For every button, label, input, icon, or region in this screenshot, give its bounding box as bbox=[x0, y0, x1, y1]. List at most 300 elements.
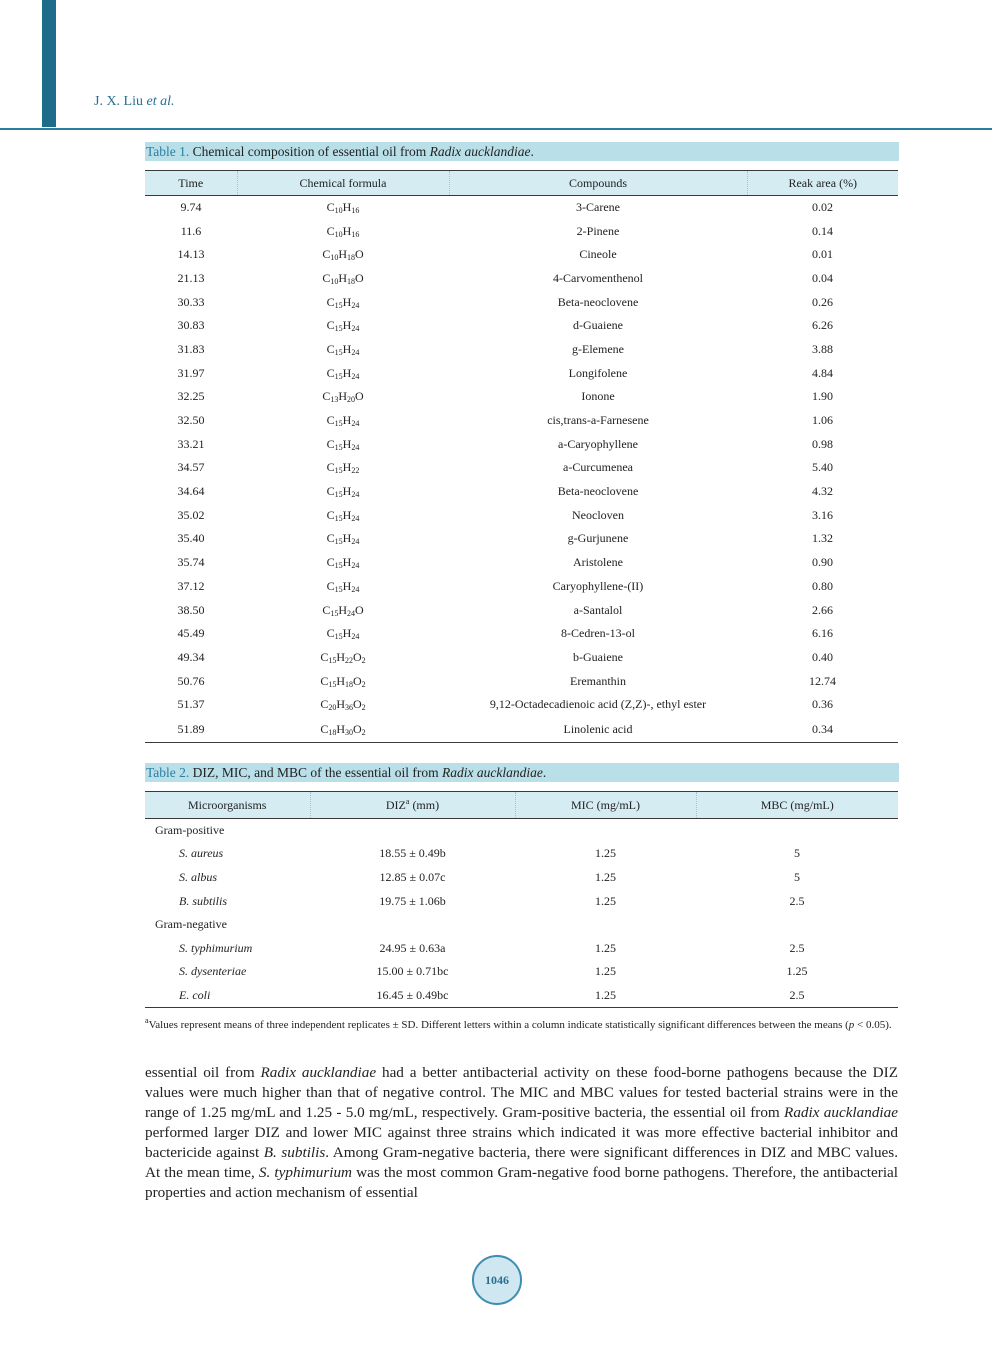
formula-cell bbox=[237, 693, 449, 717]
compound-cell: cis,trans-a-Farnesene bbox=[547, 413, 649, 428]
compound-cell: a-Santalol bbox=[573, 602, 623, 617]
area-cell: 4.84 bbox=[812, 365, 833, 380]
compound-cell: a-Caryophyllene bbox=[558, 436, 638, 451]
formula-subscript: 18 bbox=[347, 253, 355, 263]
table1-row bbox=[145, 432, 898, 456]
formula-element: H bbox=[342, 460, 352, 475]
time-cell: 51.37 bbox=[177, 697, 205, 712]
formula-cell bbox=[237, 503, 449, 527]
time-cell: 35.40 bbox=[177, 531, 205, 546]
organism-cell: S. albus bbox=[179, 869, 218, 884]
table2-row bbox=[145, 960, 898, 984]
table1-row bbox=[145, 456, 898, 480]
formula-cell bbox=[237, 290, 449, 314]
mbc-cell: 1.25 bbox=[786, 964, 808, 979]
table1-row bbox=[145, 646, 898, 670]
formula-element: H bbox=[342, 318, 352, 333]
table1-row bbox=[145, 361, 898, 385]
compound-cell: Eremanthin bbox=[570, 673, 626, 688]
diz-cell: 19.75 ± 1.06b bbox=[379, 893, 446, 908]
body-paragraph bbox=[145, 1063, 898, 1203]
diz-cell: 12.85 ± 0.07c bbox=[379, 869, 446, 884]
formula-cell bbox=[237, 338, 449, 362]
formula-element: O bbox=[355, 247, 364, 262]
formula-element: O bbox=[353, 649, 362, 664]
table2-body bbox=[145, 819, 898, 1008]
formula-element: C bbox=[322, 389, 331, 404]
table1-row bbox=[145, 385, 898, 409]
table2-header-row bbox=[145, 792, 898, 819]
area-cell: 0.80 bbox=[812, 578, 833, 593]
area-cell: 1.06 bbox=[812, 413, 833, 428]
formula-subscript: 22 bbox=[351, 466, 360, 476]
formula-element: C bbox=[326, 223, 335, 238]
diz-cell: 24.95 ± 0.63a bbox=[379, 940, 446, 955]
body-text-segment: essential oil from bbox=[145, 1064, 261, 1081]
table1-row bbox=[145, 480, 898, 504]
formula-subscript: 10 bbox=[330, 276, 339, 286]
formula-element: H bbox=[342, 531, 352, 546]
compound-cell: Linolenic acid bbox=[563, 721, 633, 736]
table2-footnote bbox=[145, 1013, 898, 1033]
formula-cell bbox=[237, 717, 449, 743]
formula-element: H bbox=[336, 721, 345, 736]
table2-group-row bbox=[145, 913, 898, 937]
organism-cell: S. typhimurium bbox=[179, 940, 253, 955]
formula-element: H bbox=[342, 294, 352, 309]
mic-cell: 1.25 bbox=[595, 940, 616, 955]
formula-element: H bbox=[338, 602, 347, 617]
formula-cell bbox=[237, 575, 449, 599]
compound-cell: d-Guaiene bbox=[573, 318, 623, 333]
table2-caption-label: Table 2. bbox=[146, 765, 190, 780]
body-italic-term: Radix aucklandiae bbox=[260, 1064, 377, 1081]
area-cell: 4.32 bbox=[812, 484, 833, 499]
organism-cell: E. coli bbox=[179, 987, 211, 1002]
formula-subscript: 2 bbox=[361, 703, 366, 713]
compound-cell: Cineole bbox=[579, 247, 617, 262]
table1-row bbox=[145, 717, 898, 743]
group-label: Gram-positive bbox=[155, 823, 225, 838]
formula-subscript: 15 bbox=[328, 679, 337, 689]
mic-cell: 1.25 bbox=[595, 869, 616, 884]
table1-row bbox=[145, 669, 898, 693]
formula-subscript: 24 bbox=[351, 371, 360, 381]
body-text-segment: was the most common Gram-negative food borne pathogens. Therefore, the antibacterial properties and action mechanism of essential bbox=[145, 1164, 899, 1201]
compound-cell: 3-Carene bbox=[576, 200, 620, 215]
time-cell: 34.57 bbox=[177, 460, 205, 475]
formula-subscript: 15 bbox=[334, 584, 343, 594]
table1-row bbox=[145, 598, 898, 622]
area-cell: 0.40 bbox=[812, 649, 833, 664]
table2-col-mbc: MBC (mg/mL) bbox=[696, 792, 898, 819]
formula-cell bbox=[237, 314, 449, 338]
table1-row bbox=[145, 267, 898, 291]
formula-subscript: 24 bbox=[347, 608, 355, 618]
formula-subscript: 15 bbox=[330, 608, 339, 618]
formula-subscript: 36 bbox=[345, 703, 353, 713]
time-cell: 38.50 bbox=[177, 602, 205, 617]
table2-caption-text: DIZ, MIC, and MBC of the essential oil from bbox=[192, 765, 439, 780]
formula-element: H bbox=[342, 555, 352, 570]
formula-element: C bbox=[322, 602, 331, 617]
body-text-segment: performed larger DIZ and lower MIC against three strains which indicated it was more effective bacterial inhibitor and bactericide against bbox=[145, 1124, 898, 1161]
time-cell: 35.74 bbox=[177, 555, 205, 570]
area-cell: 0.04 bbox=[812, 270, 833, 285]
compound-cell: g-Elemene bbox=[572, 341, 624, 356]
formula-element: H bbox=[342, 507, 352, 522]
table2-row bbox=[145, 984, 898, 1008]
formula-element: C bbox=[326, 413, 335, 428]
time-cell: 34.64 bbox=[177, 484, 205, 499]
area-cell: 0.90 bbox=[812, 555, 833, 570]
mbc-cell: 5 bbox=[794, 846, 800, 861]
formula-subscript: 16 bbox=[351, 229, 360, 239]
formula-subscript: 24 bbox=[351, 419, 360, 429]
table2-col-mic: MIC (mg/mL) bbox=[515, 792, 696, 819]
time-cell: 45.49 bbox=[177, 626, 205, 641]
formula-cell bbox=[237, 361, 449, 385]
formula-subscript: 15 bbox=[334, 442, 343, 452]
table2-caption-species: Radix aucklandiae bbox=[442, 765, 543, 780]
formula-cell bbox=[237, 243, 449, 267]
table1-row bbox=[145, 196, 898, 220]
time-cell: 30.33 bbox=[177, 294, 205, 309]
formula-element: H bbox=[338, 270, 347, 285]
table1-caption-end: . bbox=[530, 144, 534, 159]
formula-cell bbox=[237, 646, 449, 670]
table1-row bbox=[145, 551, 898, 575]
formula-subscript: 15 bbox=[334, 371, 343, 381]
formula-element: C bbox=[326, 294, 335, 309]
mic-cell: 1.25 bbox=[595, 987, 616, 1002]
formula-element: H bbox=[336, 649, 345, 664]
formula-element: O bbox=[353, 697, 362, 712]
mbc-cell: 5 bbox=[794, 869, 800, 884]
area-cell: 3.16 bbox=[812, 507, 833, 522]
header-divider bbox=[0, 128, 992, 130]
mbc-cell: 2.5 bbox=[789, 940, 805, 955]
formula-element: C bbox=[320, 649, 329, 664]
formula-subscript: 15 bbox=[328, 655, 337, 665]
compound-cell: 8-Cedren-13-ol bbox=[561, 626, 635, 641]
footnote-text1: Values represent means of three independent replicates ± SD. Different letters within a column indicate statistically significant differences between the means ( bbox=[148, 1019, 849, 1031]
organism-cell: S. aureus bbox=[179, 846, 224, 861]
formula-subscript: 24 bbox=[351, 513, 360, 523]
table1-header-row bbox=[145, 171, 898, 196]
formula-cell bbox=[237, 409, 449, 433]
table1-row bbox=[145, 290, 898, 314]
formula-subscript: 24 bbox=[351, 632, 360, 642]
formula-element: C bbox=[326, 318, 335, 333]
area-cell: 0.36 bbox=[812, 697, 833, 712]
formula-subscript: 15 bbox=[334, 561, 343, 571]
formula-cell bbox=[237, 456, 449, 480]
formula-element: C bbox=[320, 673, 329, 688]
formula-element: H bbox=[342, 200, 352, 215]
table1-row bbox=[145, 219, 898, 243]
body-italic-term: S. typhimurium bbox=[258, 1164, 353, 1181]
table1-caption-species: Radix aucklandiae bbox=[429, 144, 531, 159]
diz-cell: 15.00 ± 0.71bc bbox=[376, 964, 449, 979]
formula-element: O bbox=[355, 602, 364, 617]
formula-element: H bbox=[342, 484, 352, 499]
table2-row bbox=[145, 866, 898, 890]
formula-subscript: 16 bbox=[351, 206, 360, 216]
mic-cell: 1.25 bbox=[595, 846, 616, 861]
table1-row bbox=[145, 622, 898, 646]
formula-element: C bbox=[322, 270, 331, 285]
formula-cell bbox=[237, 219, 449, 243]
formula-subscript: 10 bbox=[334, 206, 343, 216]
footnote-p: p bbox=[848, 1019, 855, 1031]
formula-subscript: 18 bbox=[347, 276, 355, 286]
formula-cell bbox=[237, 480, 449, 504]
formula-element: C bbox=[326, 436, 335, 451]
table2-row bbox=[145, 936, 898, 960]
table2-col-diz bbox=[310, 792, 515, 819]
formula-element: C bbox=[326, 555, 335, 570]
formula-element: C bbox=[322, 247, 331, 262]
formula-element: H bbox=[342, 436, 352, 451]
compound-cell: g-Gurjunene bbox=[567, 531, 629, 546]
formula-element: H bbox=[342, 365, 352, 380]
mic-cell: 1.25 bbox=[595, 964, 616, 979]
formula-subscript: 24 bbox=[351, 490, 360, 500]
table2-group-row bbox=[145, 819, 898, 843]
table1 bbox=[145, 170, 898, 743]
compound-cell: Beta-neoclovene bbox=[557, 484, 639, 499]
formula-element: C bbox=[326, 507, 335, 522]
table2-row bbox=[145, 842, 898, 866]
table1-col-compounds: Compounds bbox=[449, 171, 747, 196]
diz-cell: 16.45 ± 0.49bc bbox=[376, 987, 449, 1002]
formula-cell bbox=[237, 385, 449, 409]
formula-subscript: 18 bbox=[328, 727, 337, 737]
table1-row bbox=[145, 243, 898, 267]
table1-row bbox=[145, 527, 898, 551]
area-cell: 0.02 bbox=[812, 200, 833, 215]
formula-subscript: 15 bbox=[334, 632, 343, 642]
formula-cell bbox=[237, 622, 449, 646]
table2-col-organisms: Microorganisms bbox=[145, 792, 310, 819]
formula-subscript: 24 bbox=[351, 347, 360, 357]
formula-element: H bbox=[342, 223, 352, 238]
footnote-sup: a bbox=[145, 1016, 149, 1025]
formula-element: O bbox=[355, 389, 364, 404]
table1-caption bbox=[145, 142, 899, 161]
mbc-cell: 2.5 bbox=[789, 987, 805, 1002]
formula-element: H bbox=[336, 673, 345, 688]
compound-cell: Longifolene bbox=[568, 365, 628, 380]
formula-subscript: 15 bbox=[334, 466, 343, 476]
area-cell: 0.14 bbox=[812, 223, 833, 238]
formula-subscript: 24 bbox=[351, 442, 360, 452]
compound-cell: 4-Carvomenthenol bbox=[553, 270, 643, 285]
formula-element: H bbox=[338, 389, 347, 404]
formula-subscript: 2 bbox=[361, 679, 366, 689]
area-cell: 3.88 bbox=[812, 341, 833, 356]
time-cell: 37.12 bbox=[177, 578, 205, 593]
page-number: 1046 bbox=[472, 1255, 522, 1305]
table1-caption-label: Table 1. bbox=[146, 144, 190, 159]
formula-subscript: 24 bbox=[351, 300, 360, 310]
area-cell: 12.74 bbox=[809, 673, 836, 688]
formula-subscript: 15 bbox=[334, 419, 343, 429]
body-text-segment: . Among Gram-negative bacteria, there were significant differences in DIZ and MBC values. At the mean time, bbox=[145, 1144, 898, 1181]
formula-cell bbox=[237, 598, 449, 622]
table2 bbox=[145, 791, 898, 1008]
formula-cell bbox=[237, 551, 449, 575]
formula-element: H bbox=[338, 247, 347, 262]
formula-element: C bbox=[320, 721, 329, 736]
area-cell: 0.01 bbox=[812, 247, 833, 262]
formula-element: O bbox=[353, 673, 362, 688]
area-cell: 1.90 bbox=[812, 389, 833, 404]
diz-cell: 18.55 ± 0.49b bbox=[379, 846, 446, 861]
area-cell: 0.98 bbox=[812, 436, 833, 451]
area-cell: 0.26 bbox=[812, 294, 833, 309]
time-cell: 30.83 bbox=[177, 318, 205, 333]
formula-subscript: 15 bbox=[334, 324, 343, 334]
formula-element: C bbox=[326, 341, 335, 356]
formula-subscript: 24 bbox=[351, 584, 360, 594]
formula-element: O bbox=[355, 270, 364, 285]
table1-col-formula: Chemical formula bbox=[237, 171, 449, 196]
formula-subscript: 20 bbox=[347, 395, 355, 405]
table1-col-time: Time bbox=[145, 171, 237, 196]
compound-cell: Beta-neoclovene bbox=[557, 294, 639, 309]
body-text-segment: had a better antibacterial activity on these food-borne pathogens because the DIZ values were much higher than that of negative control. The MIC and MBC values for tested bacterial strains were in the range of 1.25 mg/mL and 1.25 - 5.0 mg/mL, respectively. Gram-positive bacteria, the essential oil from bbox=[145, 1064, 898, 1121]
formula-subscript: 18 bbox=[345, 679, 353, 689]
compound-cell: Neocloven bbox=[572, 507, 624, 522]
organism-cell: B. subtilis bbox=[179, 893, 228, 908]
compound-cell: Caryophyllene-(II) bbox=[552, 578, 644, 593]
formula-subscript: 15 bbox=[334, 300, 343, 310]
formula-cell bbox=[237, 196, 449, 220]
formula-element: C bbox=[326, 200, 335, 215]
area-cell: 2.66 bbox=[812, 602, 833, 617]
time-cell: 35.02 bbox=[177, 507, 205, 522]
time-cell: 31.97 bbox=[177, 365, 205, 380]
table2-caption bbox=[145, 763, 899, 782]
table1-col-area: Reak area (%) bbox=[747, 171, 898, 196]
organism-cell: S. dysenteriae bbox=[179, 964, 247, 979]
time-cell: 49.34 bbox=[177, 649, 205, 664]
formula-subscript: 2 bbox=[361, 655, 366, 665]
time-cell: 33.21 bbox=[177, 436, 205, 451]
compound-cell: Aristolene bbox=[573, 555, 623, 570]
formula-cell bbox=[237, 527, 449, 551]
mbc-cell: 2.5 bbox=[789, 893, 805, 908]
formula-element: C bbox=[326, 365, 335, 380]
compound-cell: a-Curcumenea bbox=[563, 460, 633, 475]
formula-element: H bbox=[336, 697, 345, 712]
formula-subscript: 24 bbox=[351, 561, 360, 571]
formula-element: C bbox=[326, 484, 335, 499]
running-header-author bbox=[94, 94, 175, 110]
area-cell: 5.40 bbox=[812, 460, 833, 475]
area-cell: 1.32 bbox=[812, 531, 833, 546]
formula-element: C bbox=[326, 531, 335, 546]
formula-element: C bbox=[326, 578, 335, 593]
formula-cell bbox=[237, 267, 449, 291]
formula-subscript: 22 bbox=[345, 655, 353, 665]
compound-cell: b-Guaiene bbox=[573, 649, 623, 664]
time-cell: 9.74 bbox=[180, 200, 202, 215]
time-cell: 11.6 bbox=[180, 223, 202, 238]
formula-cell bbox=[237, 432, 449, 456]
diz-sup: a bbox=[405, 797, 410, 806]
time-cell: 51.89 bbox=[177, 721, 205, 736]
compound-cell: 9,12-Octadecadienoic acid (Z,Z)-, ethyl ester bbox=[489, 697, 707, 712]
time-cell: 32.50 bbox=[177, 413, 205, 428]
formula-cell bbox=[237, 669, 449, 693]
body-italic-term: Radix aucklandiae bbox=[784, 1104, 898, 1121]
formula-element: H bbox=[342, 413, 352, 428]
time-cell: 21.13 bbox=[177, 270, 205, 285]
mic-cell: 1.25 bbox=[595, 893, 616, 908]
formula-subscript: 15 bbox=[334, 513, 343, 523]
table1-body bbox=[145, 196, 898, 743]
table1-caption-text: Chemical composition of essential oil from bbox=[192, 144, 427, 159]
area-cell: 6.16 bbox=[812, 626, 833, 641]
formula-subscript: 2 bbox=[361, 727, 366, 737]
time-cell: 14.13 bbox=[177, 247, 205, 262]
sidebar-accent-bar bbox=[42, 0, 56, 127]
area-cell: 0.34 bbox=[812, 721, 833, 736]
formula-element: C bbox=[320, 697, 329, 712]
table2-row bbox=[145, 889, 898, 913]
formula-element: C bbox=[326, 626, 335, 641]
diz-unit: (mm) bbox=[409, 798, 440, 812]
formula-subscript: 24 bbox=[351, 537, 360, 547]
time-cell: 31.83 bbox=[177, 341, 205, 356]
table1-row bbox=[145, 314, 898, 338]
formula-element: H bbox=[342, 626, 352, 641]
table1-row bbox=[145, 338, 898, 362]
formula-subscript: 15 bbox=[334, 490, 343, 500]
table1-row bbox=[145, 575, 898, 599]
group-label: Gram-negative bbox=[155, 917, 227, 932]
formula-subscript: 24 bbox=[351, 324, 360, 334]
formula-subscript: 13 bbox=[330, 395, 339, 405]
table1-row bbox=[145, 503, 898, 527]
formula-element: H bbox=[342, 578, 352, 593]
formula-element: O bbox=[353, 721, 362, 736]
et-al: et al. bbox=[146, 94, 175, 109]
area-cell: 6.26 bbox=[812, 318, 833, 333]
time-cell: 50.76 bbox=[177, 673, 205, 688]
formula-element: H bbox=[342, 341, 352, 356]
author-names: J. X. Liu bbox=[94, 94, 143, 109]
table1-row bbox=[145, 409, 898, 433]
compound-cell: Ionone bbox=[581, 389, 615, 404]
formula-subscript: 10 bbox=[334, 229, 343, 239]
formula-subscript: 15 bbox=[334, 347, 343, 357]
formula-subscript: 10 bbox=[330, 253, 339, 263]
compound-cell: 2-Pinene bbox=[576, 223, 620, 238]
body-italic-term: B. subtilis bbox=[263, 1144, 326, 1161]
formula-subscript: 20 bbox=[328, 703, 337, 713]
diz-label: DIZ bbox=[385, 798, 406, 812]
formula-subscript: 15 bbox=[334, 537, 343, 547]
footnote-text2: < 0.05). bbox=[854, 1019, 892, 1031]
time-cell: 32.25 bbox=[177, 389, 205, 404]
formula-element: C bbox=[326, 460, 335, 475]
formula-subscript: 30 bbox=[345, 727, 353, 737]
table1-row bbox=[145, 693, 898, 717]
